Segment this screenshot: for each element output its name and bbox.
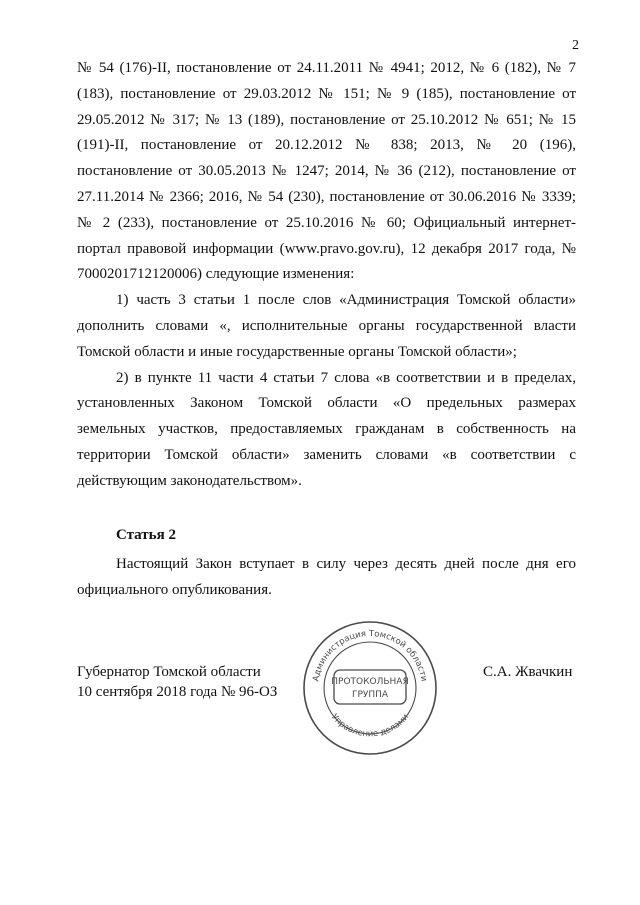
document-body	[77, 56, 576, 495]
paragraph-item-2: 2) в пункте 11 части 4 статьи 7 слова «в соответствии и в пределах, установленных Законом Томской области «О предельных размерах земельных участков, предоставляемых гражданам в собственность на территории Томской области» заменить словами «в соответствии с действующим законодательством».	[77, 369, 576, 489]
signatory-position: Губернатор Томской области	[77, 664, 261, 680]
stamp-bottom-text: Управление делами	[328, 712, 412, 740]
signature-block	[77, 662, 277, 702]
law-date-number: 10 сентября 2018 года № 96-ОЗ	[77, 684, 278, 700]
paragraph-intro: № 54 (176)-II, постановление от 24.11.2011 № 4941; 2012, № 6 (182), № 7 (183), постановление от 29.03.2012 № 151; № 9 (185), постановление от 29.05.2012 № 317; № 13 (189), постановление от 25.10.2012 № 651; № 15 (191)-II, постановление от 20.12.2012 № 838; 2013, № 20 (196), постановление от 30.05.2013 № 1247; 2014, № 36 (212), постановление от 27.11.2014 № 2366; 2016, № 54 (230), постановление от 30.06.2016 № 3339; № 2 (233), постановление от 25.10.2016 № 60; Официальный интернет-портал правовой информации (www.pravo.gov.ru), 12 декабря 2017 года, № 7000201712120006) следующие изменения:	[77, 60, 576, 283]
article-heading: Статья 2	[116, 527, 176, 543]
page-number: 2	[572, 38, 579, 53]
article-paragraph: Настоящий Закон вступает в силу через десять дней после дня его официального опубликования.	[77, 556, 576, 598]
paragraph-item-1: 1) часть 3 статьи 1 после слов «Администрация Томской области» дополнить словами «, исполнительные органы государственной власти Томской области и иные государственные органы Томской области»;	[77, 292, 576, 360]
signatory-name: С.А. Жвачкин	[483, 664, 573, 680]
stamp-center-line-2: ГРУППА	[351, 690, 389, 700]
stamp-center-line-1: ПРОТОКОЛЬНАЯ	[331, 677, 409, 687]
stamp-outer-text: Администрация Томской области	[311, 628, 429, 683]
official-stamp	[300, 618, 440, 758]
article-body	[77, 552, 576, 604]
